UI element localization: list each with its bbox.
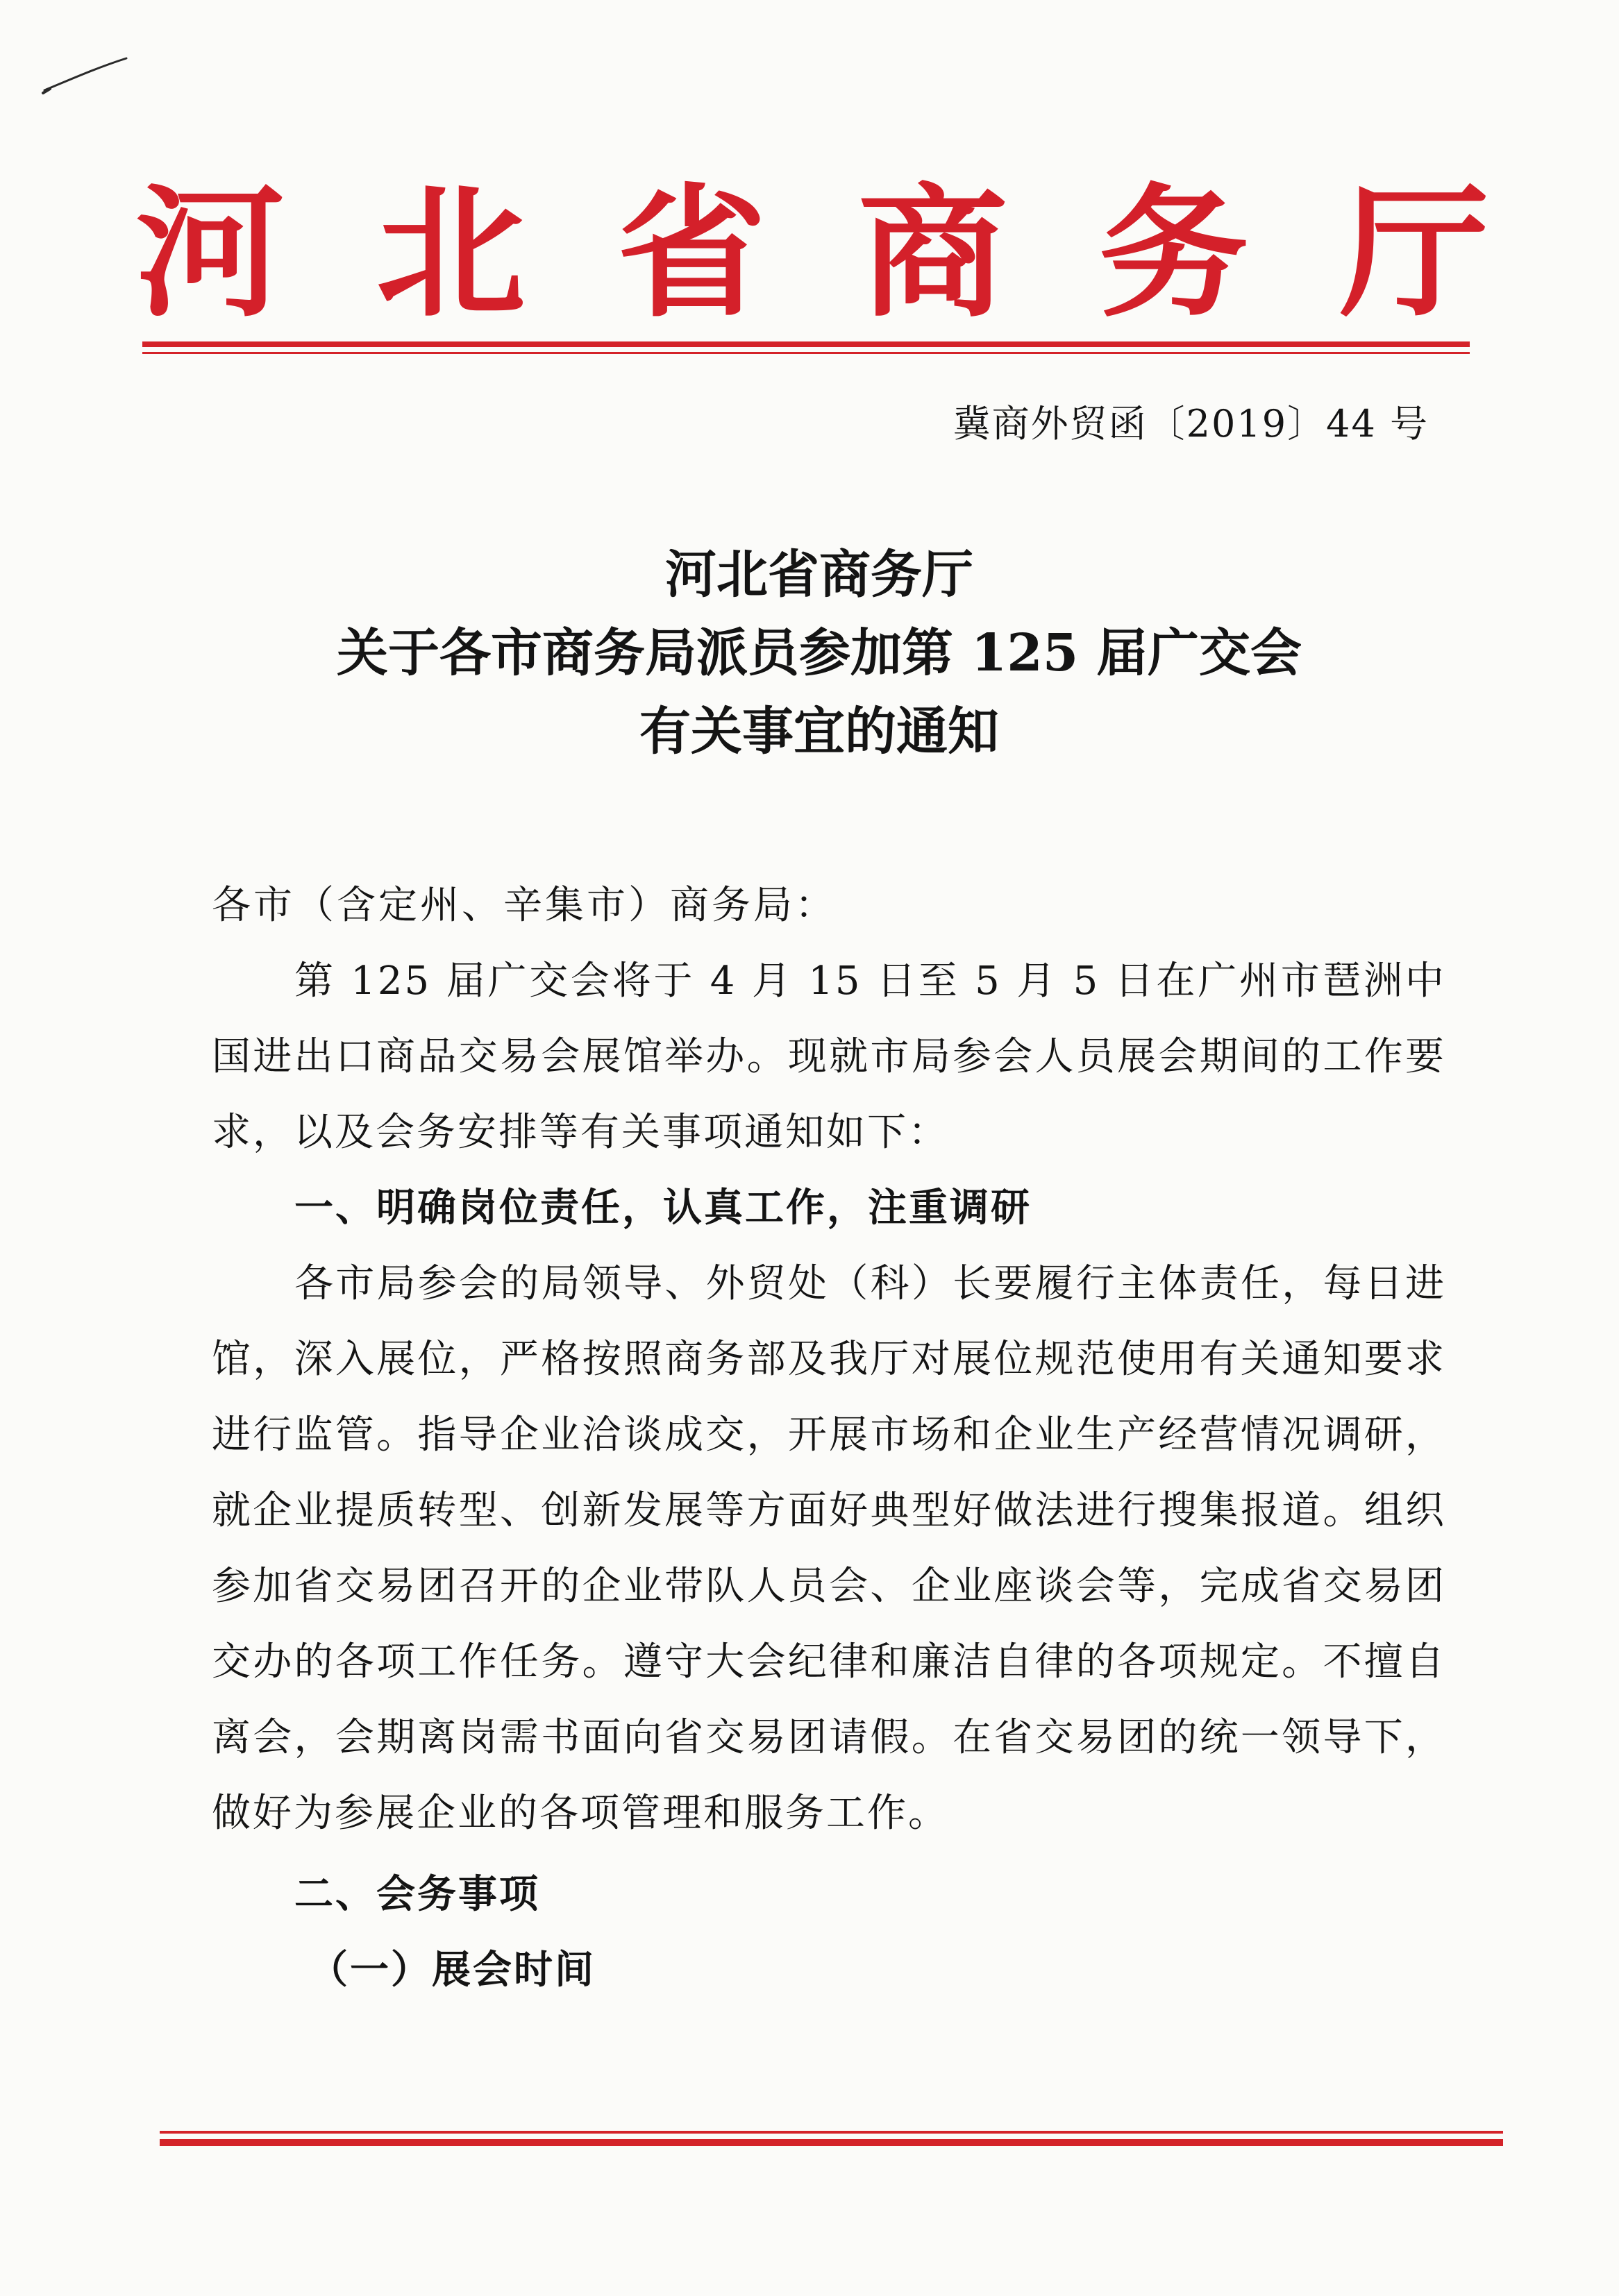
notice-body bbox=[212, 868, 1446, 2008]
letterhead-char: 省 bbox=[616, 169, 767, 337]
intro-paragraph: 第 125 届广交会将于 4 月 15 日至 5 月 5 日在广州市琶洲中国进出口商品交易会展馆举办。现就市局参会人员展会期间的工作要求，以及会务安排等有关事项通知如下： bbox=[212, 959, 1446, 1155]
section-1-heading: 一、明确岗位责任，认真工作，注重调研 bbox=[294, 1185, 1032, 1231]
salutation: 各市（含定州、辛集市）商务局： bbox=[212, 883, 837, 928]
letterhead-char: 厅 bbox=[1339, 169, 1490, 337]
footer-rule-thin bbox=[160, 2131, 1503, 2134]
notice-title bbox=[181, 536, 1458, 771]
footer-rule-thick bbox=[160, 2139, 1503, 2146]
letterhead-char: 商 bbox=[857, 169, 1008, 337]
letterhead-rule-thin bbox=[142, 352, 1470, 354]
section-2-heading: 二、会务事项 bbox=[294, 1871, 540, 1917]
letterhead-char: 北 bbox=[376, 169, 526, 337]
notice-title-line: 有关事宜的通知 bbox=[639, 702, 999, 761]
pen-mark bbox=[40, 54, 131, 96]
letterhead-rule-thick bbox=[142, 341, 1470, 347]
letterhead-char: 河 bbox=[135, 169, 285, 337]
letterhead-char: 务 bbox=[1098, 169, 1249, 337]
section-1-paragraph: 各市局参会的局领导、外贸处（科）长要履行主体责任，每日进馆，深入展位，严格按照商务部及我厅对展位规范使用有关通知要求进行监管。指导企业洽谈成交，开展市场和企业生产经营情况调研，就企业提质转型、创新发展等方面好典型好做法进行搜集报道。组织参加省交易团召开的企业带队人员会、企业座谈会等，完成省交易团交办的各项工作任务。遵守大会纪律和廉洁自律的各项规定。不擅自离会，会期离岗需书面向省交易团请假。在省交易团的统一领导下，做好为参展企业的各项管理和服务工作。 bbox=[212, 1261, 1446, 1836]
document-number: 冀商外贸函〔2019〕44 号 bbox=[953, 402, 1429, 446]
section-2-subheading: （一）展会时间 bbox=[309, 1947, 596, 1993]
letterhead-organization bbox=[135, 169, 1490, 337]
notice-title-line: 关于各市商务局派员参加第 125 届广交会 bbox=[337, 623, 1302, 683]
notice-title-line: 河北省商务厅 bbox=[665, 545, 973, 605]
